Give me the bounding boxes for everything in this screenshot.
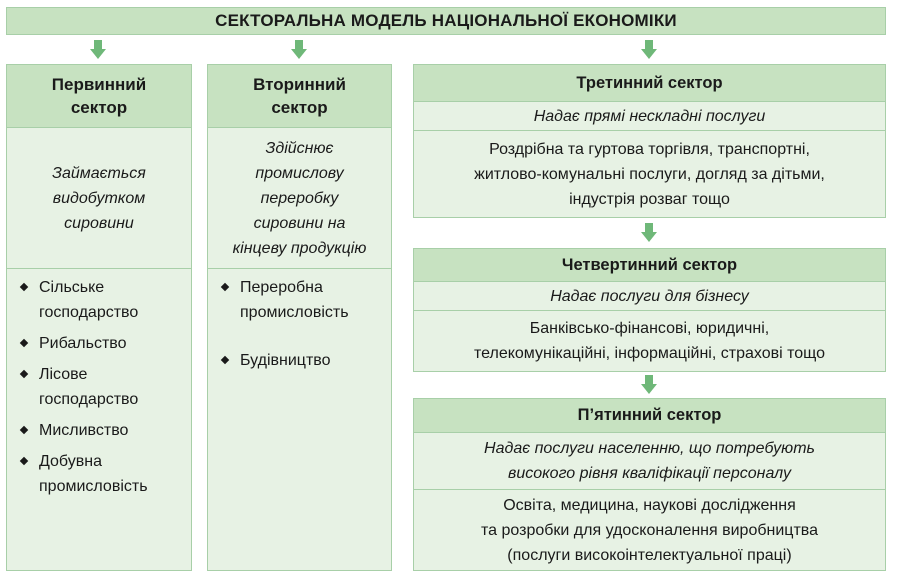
secondary-sector-description: Здійснює промислову переробку сировини на кінцеву продукцію xyxy=(207,127,392,269)
list-item: Переробна промисловість xyxy=(208,275,391,325)
list-item: Лісове господарство xyxy=(7,362,191,412)
primary-sector-list xyxy=(6,268,192,571)
diagram-title: СЕКТОРАЛЬНА МОДЕЛЬ НАЦІОНАЛЬНОЇ ЕКОНОМІКИ xyxy=(6,7,886,35)
quaternary-sector-description: Надає послуги для бізнесу xyxy=(413,281,886,311)
quaternary-sector-header: Четвертинний сектор xyxy=(413,248,886,282)
down-arrow-icon xyxy=(641,223,657,243)
tertiary-sector-examples: Роздрібна та гуртова торгівля, транспортні, житлово-комунальні послуги, догляд за дітьми, індустрія розваг тощо xyxy=(413,130,886,218)
list-item: Рибальство xyxy=(7,331,191,356)
down-arrow-icon xyxy=(90,40,106,60)
quinary-sector-examples: Освіта, медицина, наукові дослідження та розробки для удосконалення виробництва (послуги високоінтелектуальної праці) xyxy=(413,489,886,571)
tertiary-sector-description: Надає прямі нескладні послуги xyxy=(413,101,886,131)
quinary-sector-header: П’ятинний сектор xyxy=(413,398,886,433)
quinary-sector-description: Надає послуги населенню, що потребують високого рівня кваліфікації персоналу xyxy=(413,432,886,490)
down-arrow-icon xyxy=(641,375,657,395)
secondary-sector-list xyxy=(207,268,392,571)
list-item: Добувна промисловість xyxy=(7,449,191,499)
primary-sector-header: Первинний сектор xyxy=(6,64,192,128)
secondary-sector-header: Вторинний сектор xyxy=(207,64,392,128)
down-arrow-icon xyxy=(641,40,657,60)
list-item: Мисливство xyxy=(7,418,191,443)
tertiary-sector-header: Третинний сектор xyxy=(413,64,886,102)
list-item: Сільське господарство xyxy=(7,275,191,325)
quaternary-sector-examples: Банківсько-фінансові, юридичні, телекомунікаційні, інформаційні, страхові тощо xyxy=(413,310,886,372)
primary-sector-description: Займається видобутком сировини xyxy=(6,127,192,269)
list-item: Будівництво xyxy=(208,348,391,373)
down-arrow-icon xyxy=(291,40,307,60)
